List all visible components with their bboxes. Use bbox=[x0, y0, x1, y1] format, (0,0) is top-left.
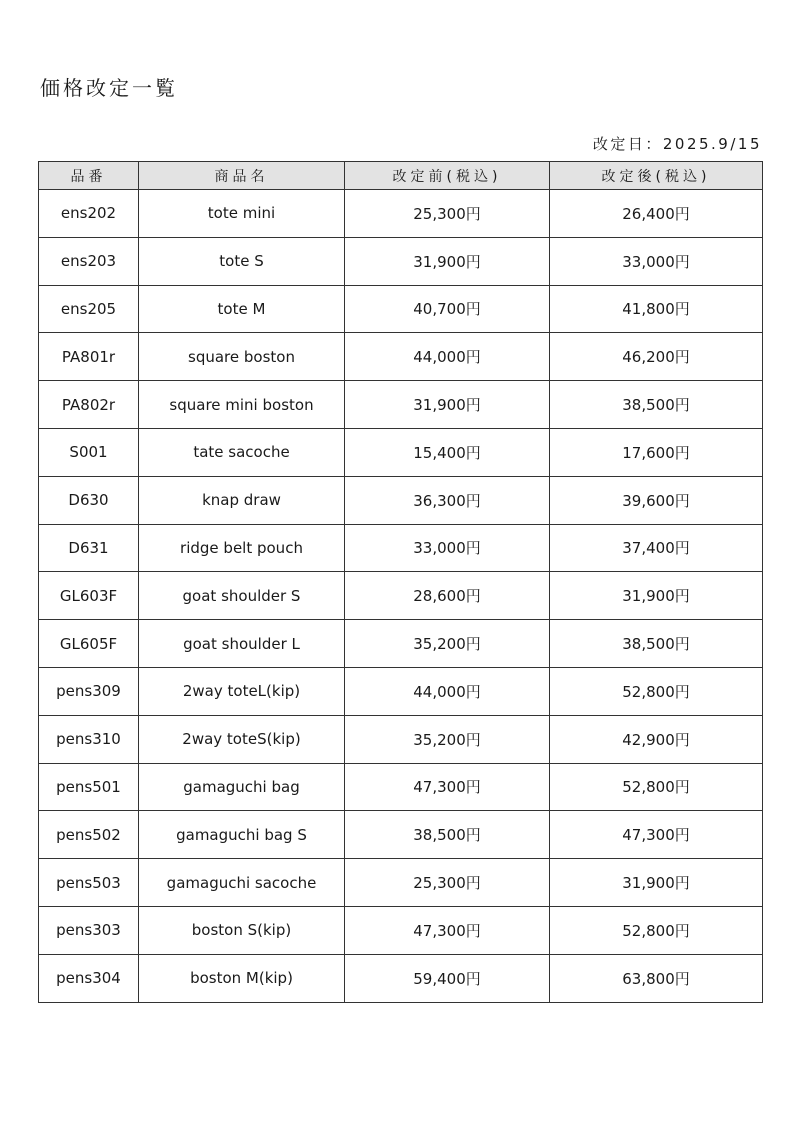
price-after-cell: 33,000円 bbox=[550, 237, 763, 285]
price-before-cell: 25,300円 bbox=[345, 859, 550, 907]
price-before-cell: 35,200円 bbox=[345, 715, 550, 763]
table-row bbox=[39, 572, 763, 620]
price-before-cell: 25,300円 bbox=[345, 190, 550, 238]
price-before-cell: 47,300円 bbox=[345, 763, 550, 811]
price-after-cell: 47,300円 bbox=[550, 811, 763, 859]
price-after-cell: 26,400円 bbox=[550, 190, 763, 238]
product-name-cell: ridge belt pouch bbox=[139, 524, 345, 572]
price-after-cell: 31,900円 bbox=[550, 859, 763, 907]
table-row bbox=[39, 476, 763, 524]
product-code-cell: pens310 bbox=[39, 715, 139, 763]
product-name-cell: tote M bbox=[139, 285, 345, 333]
product-name-cell: square mini boston bbox=[139, 381, 345, 429]
header-price-after: 改定後(税込) bbox=[550, 162, 763, 190]
product-name-cell: tate sacoche bbox=[139, 428, 345, 476]
table-row bbox=[39, 763, 763, 811]
table-row bbox=[39, 381, 763, 429]
product-name-cell: tote mini bbox=[139, 190, 345, 238]
product-name-cell: 2way toteL(kip) bbox=[139, 667, 345, 715]
product-code-cell: ens202 bbox=[39, 190, 139, 238]
product-code-cell: pens502 bbox=[39, 811, 139, 859]
price-before-cell: 35,200円 bbox=[345, 620, 550, 668]
price-before-cell: 40,700円 bbox=[345, 285, 550, 333]
table-row bbox=[39, 859, 763, 907]
product-name-cell: goat shoulder S bbox=[139, 572, 345, 620]
header-product-name: 商品名 bbox=[139, 162, 345, 190]
product-name-cell: 2way toteS(kip) bbox=[139, 715, 345, 763]
price-after-cell: 46,200円 bbox=[550, 333, 763, 381]
price-after-cell: 41,800円 bbox=[550, 285, 763, 333]
price-after-cell: 38,500円 bbox=[550, 381, 763, 429]
table-row bbox=[39, 237, 763, 285]
product-code-cell: PA802r bbox=[39, 381, 139, 429]
table-row bbox=[39, 524, 763, 572]
table-row bbox=[39, 715, 763, 763]
product-code-cell: pens501 bbox=[39, 763, 139, 811]
page-title: 価格改定一覧 bbox=[40, 76, 178, 100]
product-code-cell: pens304 bbox=[39, 954, 139, 1002]
product-name-cell: gamaguchi bag bbox=[139, 763, 345, 811]
table-row bbox=[39, 428, 763, 476]
price-after-cell: 63,800円 bbox=[550, 954, 763, 1002]
price-revision-table bbox=[38, 161, 763, 1003]
product-code-cell: pens303 bbox=[39, 906, 139, 954]
revision-date: 改定日：2025.9/15 bbox=[592, 135, 762, 153]
header-price-before: 改定前(税込) bbox=[345, 162, 550, 190]
table-header-row bbox=[39, 162, 763, 190]
price-before-cell: 31,900円 bbox=[345, 381, 550, 429]
price-before-cell: 44,000円 bbox=[345, 333, 550, 381]
product-code-cell: pens503 bbox=[39, 859, 139, 907]
price-after-cell: 38,500円 bbox=[550, 620, 763, 668]
header-product-code: 品番 bbox=[39, 162, 139, 190]
price-before-cell: 36,300円 bbox=[345, 476, 550, 524]
price-before-cell: 38,500円 bbox=[345, 811, 550, 859]
price-before-cell: 31,900円 bbox=[345, 237, 550, 285]
table-row bbox=[39, 333, 763, 381]
product-name-cell: gamaguchi bag S bbox=[139, 811, 345, 859]
product-code-cell: GL605F bbox=[39, 620, 139, 668]
product-name-cell: tote S bbox=[139, 237, 345, 285]
table-row bbox=[39, 667, 763, 715]
price-after-cell: 52,800円 bbox=[550, 906, 763, 954]
product-code-cell: D631 bbox=[39, 524, 139, 572]
product-name-cell: goat shoulder L bbox=[139, 620, 345, 668]
price-after-cell: 39,600円 bbox=[550, 476, 763, 524]
price-after-cell: 42,900円 bbox=[550, 715, 763, 763]
price-before-cell: 28,600円 bbox=[345, 572, 550, 620]
product-name-cell: knap draw bbox=[139, 476, 345, 524]
product-code-cell: GL603F bbox=[39, 572, 139, 620]
table-row bbox=[39, 811, 763, 859]
product-name-cell: boston S(kip) bbox=[139, 906, 345, 954]
price-after-cell: 52,800円 bbox=[550, 763, 763, 811]
table-row bbox=[39, 906, 763, 954]
price-after-cell: 31,900円 bbox=[550, 572, 763, 620]
price-after-cell: 37,400円 bbox=[550, 524, 763, 572]
product-code-cell: S001 bbox=[39, 428, 139, 476]
product-code-cell: D630 bbox=[39, 476, 139, 524]
price-after-cell: 17,600円 bbox=[550, 428, 763, 476]
product-name-cell: gamaguchi sacoche bbox=[139, 859, 345, 907]
table-row bbox=[39, 190, 763, 238]
product-code-cell: PA801r bbox=[39, 333, 139, 381]
price-before-cell: 33,000円 bbox=[345, 524, 550, 572]
product-name-cell: boston M(kip) bbox=[139, 954, 345, 1002]
price-before-cell: 47,300円 bbox=[345, 906, 550, 954]
table-row bbox=[39, 285, 763, 333]
price-after-cell: 52,800円 bbox=[550, 667, 763, 715]
product-name-cell: square boston bbox=[139, 333, 345, 381]
product-code-cell: ens203 bbox=[39, 237, 139, 285]
price-before-cell: 59,400円 bbox=[345, 954, 550, 1002]
price-before-cell: 15,400円 bbox=[345, 428, 550, 476]
product-code-cell: ens205 bbox=[39, 285, 139, 333]
table-row bbox=[39, 954, 763, 1002]
table-row bbox=[39, 620, 763, 668]
product-code-cell: pens309 bbox=[39, 667, 139, 715]
table-body bbox=[39, 190, 763, 1003]
price-before-cell: 44,000円 bbox=[345, 667, 550, 715]
